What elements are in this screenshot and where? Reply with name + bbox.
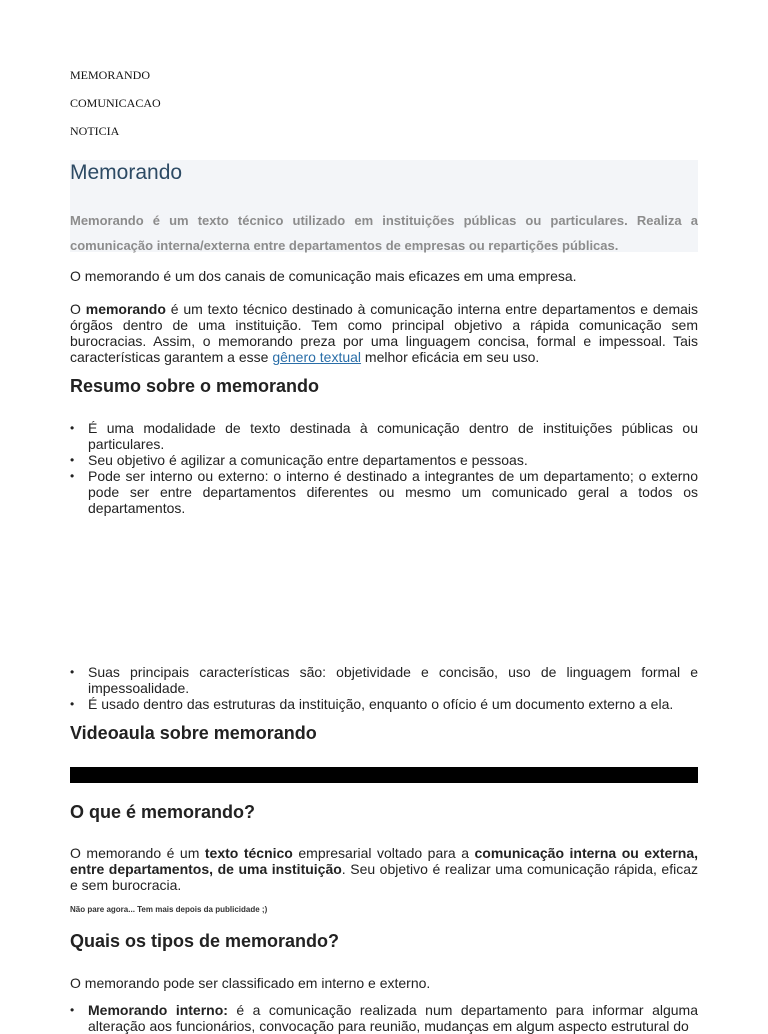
what-is-prefix: O memorando é um <box>70 845 205 861</box>
nav-link-noticia[interactable]: NOTICIA <box>70 124 120 138</box>
page-title: Memorando <box>70 161 183 184</box>
type-internal-text: é a comunicação realizada num departamento para informar alguma alteração aos funcionários, convocação para reunião, mudanças em algum aspecto estrutural do <box>88 1002 698 1034</box>
summary-heading: Resumo sobre o memorando <box>70 376 320 396</box>
list-item: • Pode ser interno ou externo: o interno é destinado a integrantes de um departamento; o externo pode ser entre departamentos diferentes ou mesmo um comunicado geral a todos os departamentos. <box>70 468 698 516</box>
what-is-suffix: . Seu objetivo é realizar uma comunicação rápida, eficaz e sem burocracia. <box>70 861 699 893</box>
summary-list-top <box>70 420 698 516</box>
type-internal-label: Memorando interno: <box>88 1002 228 1018</box>
what-is-heading: O que é memorando? <box>70 802 256 822</box>
list-item: • É usado dentro das estruturas da instituição, enquanto o ofício é um documento externo a ela. <box>70 696 698 712</box>
genero-textual-link[interactable]: gênero textual <box>272 349 362 365</box>
hero-description: Memorando é um texto técnico utilizado em instituições públicas ou particulares. Realiza a comunicação interna/externa entre departamentos de empresas ou repartições públicas. <box>70 213 698 253</box>
video-player[interactable] <box>70 767 698 783</box>
intro-paragraph: O memorando é um dos canais de comunicação mais eficazes em uma empresa. <box>70 268 577 284</box>
list-item <box>70 1002 698 1034</box>
what-is-middle: empresarial voltado para a <box>292 845 475 861</box>
definition-bold-term: memorando <box>85 301 166 317</box>
ad-notice: Não pare agora... Tem mais depois da publicidade ;) <box>70 905 268 914</box>
definition-suffix: melhor eficácia em seu uso. <box>361 349 540 365</box>
hero-section <box>70 160 698 252</box>
summary-list-bottom <box>70 664 698 712</box>
nav-link-memorando[interactable]: MEMORANDO <box>70 68 151 82</box>
what-is-paragraph <box>70 845 698 893</box>
list-item: • É uma modalidade de texto destinada à comunicação dentro de instituições públicas ou particulares. <box>70 420 698 452</box>
definition-prefix: O <box>70 301 86 317</box>
definition-paragraph <box>70 301 698 365</box>
definition-text: é um texto técnico destinado à comunicação interna entre departamentos e demais órgãos dentro de uma instituição. Tem como principal objetivo a rápida comunicação sem burocracias. Assim, o memorando preza por uma linguagem concisa, formal e impessoal. Tais características garantem a esse <box>70 301 699 365</box>
list-item: • Seu objetivo é agilizar a comunicação entre departamentos e pessoas. <box>70 452 698 468</box>
types-list <box>70 1002 698 1034</box>
video-heading: Videoaula sobre memorando <box>70 723 317 743</box>
list-item: • Suas principais características são: objetividade e concisão, uso de linguagem formal e impessoalidade. <box>70 664 698 696</box>
nav-link-comunicacao[interactable]: COMUNICACAO <box>70 96 161 110</box>
types-intro: O memorando pode ser classificado em interno e externo. <box>70 975 431 991</box>
types-heading: Quais os tipos de memorando? <box>70 931 340 951</box>
what-is-bold-1: texto técnico <box>204 845 293 861</box>
what-is-bold-2: comunicação interna ou externa, entre departamentos, de uma instituição <box>70 845 699 877</box>
